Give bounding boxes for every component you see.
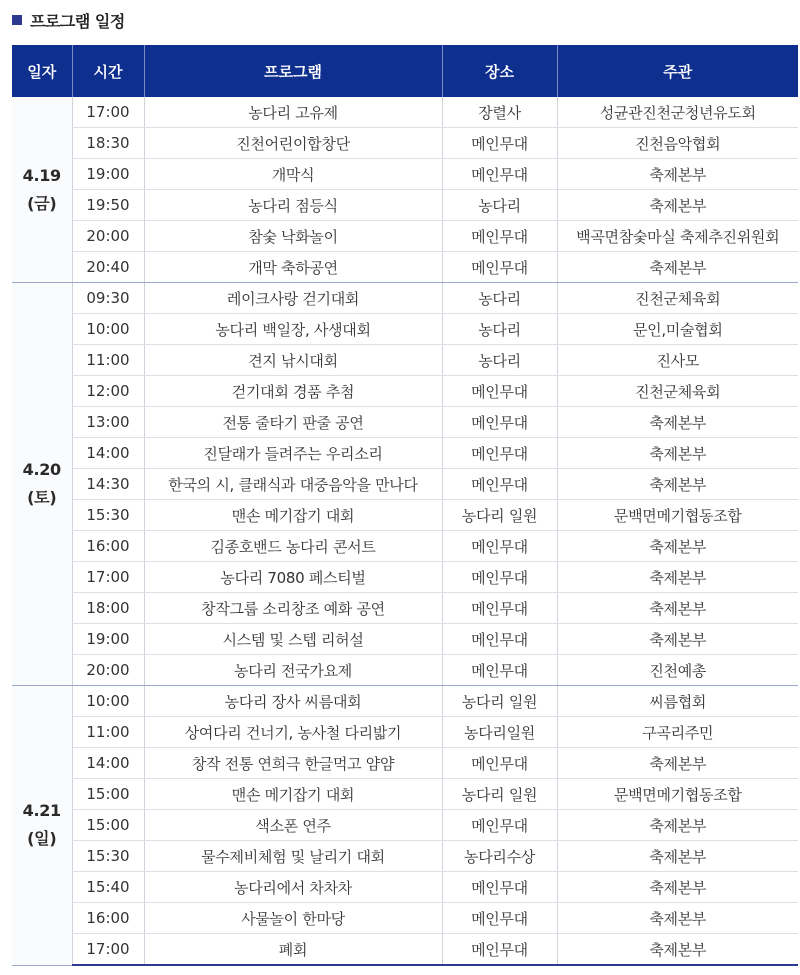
host-cell: 문백면메기협동조합 [557, 500, 798, 531]
place-cell: 농다리 [442, 314, 557, 345]
table-row [12, 128, 798, 159]
program-cell: 한국의 시, 클래식과 대중음악을 만나다 [144, 469, 442, 500]
time-cell: 19:00 [72, 624, 144, 655]
program-cell: 폐회 [144, 934, 442, 966]
program-cell: 개막 축하공연 [144, 252, 442, 283]
place-cell: 농다리 [442, 283, 557, 314]
place-cell: 메인무대 [442, 128, 557, 159]
table-row [12, 221, 798, 252]
header-host: 주관 [557, 45, 798, 97]
place-cell: 메인무대 [442, 469, 557, 500]
program-cell: 진천어린이합창단 [144, 128, 442, 159]
table-row [12, 810, 798, 841]
table-row [12, 407, 798, 438]
place-cell: 메인무대 [442, 531, 557, 562]
table-row [12, 190, 798, 221]
program-cell: 개막식 [144, 159, 442, 190]
host-cell: 진천예총 [557, 655, 798, 686]
time-cell: 19:50 [72, 190, 144, 221]
program-cell: 농다리 점등식 [144, 190, 442, 221]
host-cell: 축제본부 [557, 748, 798, 779]
time-cell: 17:00 [72, 562, 144, 593]
schedule-body [12, 97, 798, 965]
day-cell [12, 97, 72, 283]
host-cell: 축제본부 [557, 934, 798, 966]
time-cell: 18:00 [72, 593, 144, 624]
program-cell: 농다리 7080 페스티벌 [144, 562, 442, 593]
table-row [12, 903, 798, 934]
program-cell: 김종호밴드 농다리 콘서트 [144, 531, 442, 562]
place-cell: 장렬사 [442, 97, 557, 128]
table-row [12, 934, 798, 966]
place-cell: 메인무대 [442, 655, 557, 686]
table-row [12, 872, 798, 903]
time-cell: 11:00 [72, 717, 144, 748]
table-row [12, 283, 798, 314]
section-title-text: 프로그램 일정 [30, 11, 125, 31]
time-cell: 11:00 [72, 345, 144, 376]
host-cell: 문인,미술협회 [557, 314, 798, 345]
time-cell: 15:00 [72, 810, 144, 841]
host-cell: 축제본부 [557, 562, 798, 593]
header-date: 일자 [12, 45, 72, 97]
time-cell: 10:00 [72, 686, 144, 717]
day-cell [12, 283, 72, 686]
host-cell: 축제본부 [557, 903, 798, 934]
host-cell: 문백면메기협동조합 [557, 779, 798, 810]
place-cell: 메인무대 [442, 159, 557, 190]
time-cell: 16:00 [72, 531, 144, 562]
place-cell: 메인무대 [442, 903, 557, 934]
host-cell: 진천음악협회 [557, 128, 798, 159]
place-cell: 농다리 일원 [442, 686, 557, 717]
table-row [12, 779, 798, 810]
day-weekday: (일) [27, 829, 57, 849]
program-cell: 레이크사랑 걷기대회 [144, 283, 442, 314]
host-cell: 축제본부 [557, 624, 798, 655]
day-date: 4.20 [22, 460, 61, 479]
program-cell: 참숯 낙화놀이 [144, 221, 442, 252]
program-cell: 걷기대회 경품 추첨 [144, 376, 442, 407]
place-cell: 농다리 [442, 190, 557, 221]
day-date: 4.19 [22, 165, 61, 185]
table-row [12, 438, 798, 469]
program-cell: 창작 전통 연희극 한글먹고 얌얌 [144, 748, 442, 779]
table-header-row [12, 45, 798, 97]
table-row [12, 593, 798, 624]
time-cell: 18:30 [72, 128, 144, 159]
time-cell: 16:00 [72, 903, 144, 934]
place-cell: 메인무대 [442, 407, 557, 438]
program-cell: 맨손 메기잡기 대회 [144, 779, 442, 810]
place-cell: 메인무대 [442, 810, 557, 841]
program-cell: 농다리 장사 씨름대회 [144, 686, 442, 717]
section-title [12, 6, 125, 34]
place-cell: 메인무대 [442, 748, 557, 779]
table-row [12, 841, 798, 872]
place-cell: 메인무대 [442, 934, 557, 966]
time-cell: 14:00 [72, 748, 144, 779]
time-cell: 09:30 [72, 283, 144, 314]
header-time: 시간 [72, 45, 144, 97]
time-cell: 20:00 [72, 655, 144, 686]
table-row [12, 159, 798, 190]
table-row [12, 314, 798, 345]
program-cell: 전통 줄타기 판줄 공연 [144, 407, 442, 438]
table-row [12, 500, 798, 531]
program-cell: 색소폰 연주 [144, 810, 442, 841]
program-cell: 농다리 고유제 [144, 97, 442, 128]
program-cell: 농다리 백일장, 사생대회 [144, 314, 442, 345]
table-row [12, 531, 798, 562]
place-cell: 메인무대 [442, 438, 557, 469]
host-cell: 진천군체육회 [557, 283, 798, 314]
place-cell: 메인무대 [442, 221, 557, 252]
host-cell: 성균관진천군청년유도회 [557, 97, 798, 128]
time-cell: 10:00 [72, 314, 144, 345]
host-cell: 축제본부 [557, 531, 798, 562]
place-cell: 농다리 [442, 345, 557, 376]
host-cell: 축제본부 [557, 810, 798, 841]
time-cell: 15:30 [72, 841, 144, 872]
host-cell: 축제본부 [557, 593, 798, 624]
program-cell: 물수제비체험 및 날리기 대회 [144, 841, 442, 872]
program-cell: 창작그룹 소리창조 예화 공연 [144, 593, 442, 624]
host-cell: 씨름협회 [557, 686, 798, 717]
program-cell: 상여다리 건너기, 농사철 다리밟기 [144, 717, 442, 748]
table-row [12, 376, 798, 407]
program-cell: 사물놀이 한마당 [144, 903, 442, 934]
day-date: 4.21 [22, 801, 61, 821]
time-cell: 13:00 [72, 407, 144, 438]
place-cell: 메인무대 [442, 376, 557, 407]
time-cell: 20:00 [72, 221, 144, 252]
time-cell: 17:00 [72, 97, 144, 128]
host-cell: 축제본부 [557, 469, 798, 500]
time-cell: 15:00 [72, 779, 144, 810]
place-cell: 메인무대 [442, 562, 557, 593]
table-row [12, 655, 798, 686]
place-cell: 농다리 일원 [442, 779, 557, 810]
host-cell: 축제본부 [557, 872, 798, 903]
time-cell: 20:40 [72, 252, 144, 283]
host-cell: 축제본부 [557, 159, 798, 190]
host-cell: 축제본부 [557, 407, 798, 438]
table-row [12, 686, 798, 717]
place-cell: 농다리일원 [442, 717, 557, 748]
table-row [12, 624, 798, 655]
place-cell: 메인무대 [442, 872, 557, 903]
program-cell: 농다리에서 차차차 [144, 872, 442, 903]
place-cell: 농다리 일원 [442, 500, 557, 531]
table-row [12, 252, 798, 283]
program-cell: 견지 낚시대회 [144, 345, 442, 376]
square-bullet-icon [12, 15, 22, 25]
header-place: 장소 [442, 45, 557, 97]
place-cell: 메인무대 [442, 593, 557, 624]
host-cell: 축제본부 [557, 438, 798, 469]
host-cell: 진천군체육회 [557, 376, 798, 407]
day-cell [12, 686, 72, 966]
host-cell: 백곡면참숯마실 축제추진위원회 [557, 221, 798, 252]
table-row [12, 469, 798, 500]
program-cell: 시스템 및 스텝 리허설 [144, 624, 442, 655]
program-schedule-table [12, 45, 798, 966]
time-cell: 19:00 [72, 159, 144, 190]
table-row [12, 748, 798, 779]
host-cell: 구곡리주민 [557, 717, 798, 748]
table-row [12, 717, 798, 748]
table-row [12, 345, 798, 376]
host-cell: 진사모 [557, 345, 798, 376]
time-cell: 14:30 [72, 469, 144, 500]
place-cell: 메인무대 [442, 252, 557, 283]
time-cell: 15:30 [72, 500, 144, 531]
table-row [12, 97, 798, 128]
time-cell: 17:00 [72, 934, 144, 966]
program-cell: 진달래가 들려주는 우리소리 [144, 438, 442, 469]
time-cell: 14:00 [72, 438, 144, 469]
time-cell: 12:00 [72, 376, 144, 407]
day-weekday: (토) [27, 488, 57, 507]
program-cell: 농다리 전국가요제 [144, 655, 442, 686]
time-cell: 15:40 [72, 872, 144, 903]
host-cell: 축제본부 [557, 190, 798, 221]
program-cell: 맨손 메기잡기 대회 [144, 500, 442, 531]
table-row [12, 562, 798, 593]
host-cell: 축제본부 [557, 252, 798, 283]
place-cell: 농다리수상 [442, 841, 557, 872]
host-cell: 축제본부 [557, 841, 798, 872]
place-cell: 메인무대 [442, 624, 557, 655]
day-weekday: (금) [27, 193, 57, 213]
header-program: 프로그램 [144, 45, 442, 97]
